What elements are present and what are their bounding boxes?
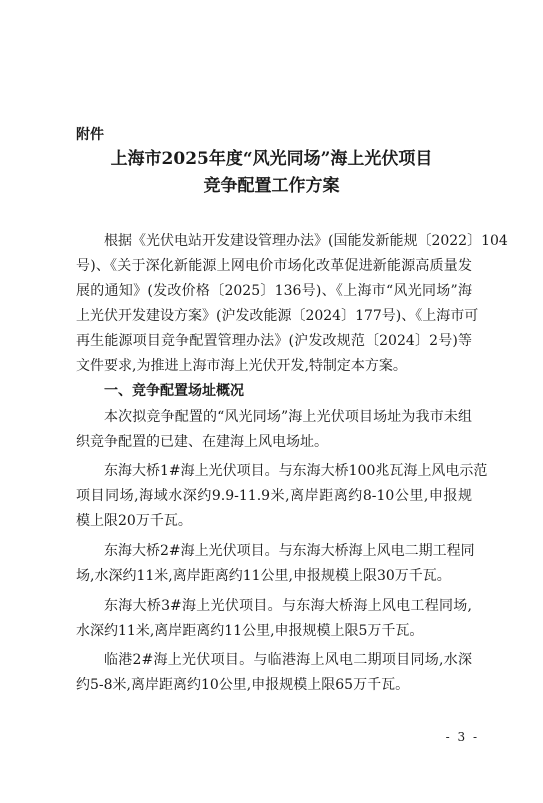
document-title-line-2: 竞争配置工作方案 <box>203 176 340 196</box>
paragraph-line: 临港2#海上光伏项目。与临港海上风电二期项目同场,水深 <box>104 652 472 668</box>
paragraph-line: 号)、《关于深化新能源上网电价市场化改革促进新能源高质量发 <box>76 258 472 274</box>
section1-intro-paragraph <box>76 405 472 455</box>
attachment-label: 附件 <box>76 127 104 143</box>
section-heading: 一、竞争配置场址概况 <box>104 383 244 399</box>
page-number: - 3 - <box>445 730 479 744</box>
paragraph-line: 模上限20万千瓦。 <box>76 513 192 529</box>
paragraph-line: 东海大桥1#海上光伏项目。与东海大桥100兆瓦海上风电示范 <box>104 463 488 479</box>
paragraph-line: 展的通知》(发改价格〔2025〕136号)、《上海市“风光同场”海 <box>76 283 472 299</box>
paragraph-line: 东海大桥2#海上光伏项目。与东海大桥海上风电二期工程同 <box>104 543 475 559</box>
paragraph-line: 约5-8米,离岸距离约10公里,申报规模上限65万千瓦。 <box>76 677 410 693</box>
intro-paragraph <box>76 229 508 379</box>
paragraph-line: 场,水深约11米,离岸距离约11公里,申报规模上限30万千瓦。 <box>76 568 451 584</box>
document-title-line-1: 上海市2025年度“风光同场”海上光伏项目 <box>110 149 433 169</box>
paragraph-line: 上光伏开发建设方案》(沪发改能源〔2024〕177号)、《上海市可 <box>76 308 479 324</box>
paragraph-line: 文件要求,为推进上海市海上光伏开发,特制定本方案。 <box>76 358 407 374</box>
paragraph-line: 根据《光伏电站开发建设管理办法》(国能发新能规〔2022〕104 <box>104 233 508 249</box>
paragraph-line: 东海大桥3#海上光伏项目。与东海大桥海上风电工程同场, <box>104 598 472 614</box>
paragraph-line: 水深约11米,离岸距离约11公里,申报规模上限5万千瓦。 <box>76 623 424 639</box>
project-paragraph-lingang-2 <box>76 648 472 698</box>
project-paragraph-donghai-3 <box>76 594 472 644</box>
paragraph-line: 织竞争配置的已建、在建海上风电场址。 <box>76 434 328 450</box>
paragraph-line: 本次拟竞争配置的“风光同场”海上光伏项目场址为我市未组 <box>104 409 472 425</box>
project-paragraph-donghai-1 <box>76 459 488 534</box>
project-paragraph-donghai-2 <box>76 539 475 589</box>
paragraph-line: 再生能源项目竞争配置管理办法》(沪发改规范〔2024〕2号)等 <box>76 333 472 349</box>
paragraph-line: 项目同场,海域水深约9.9-11.9米,离岸距离约8-10公里,申报规 <box>76 488 472 504</box>
